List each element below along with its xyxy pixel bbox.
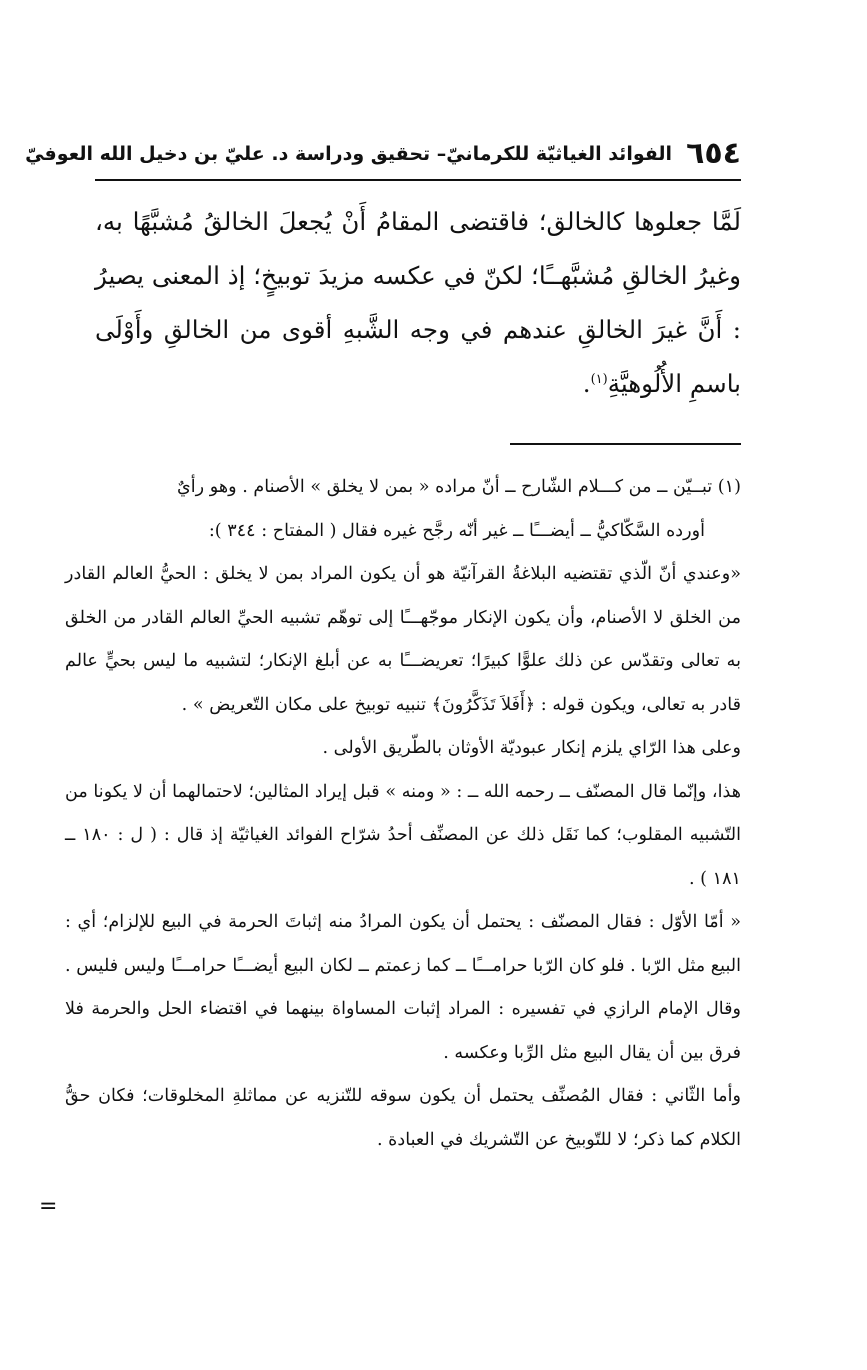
main-text [95, 195, 741, 411]
footnote-quote: «وعندي أنّ الّذي تقتضيه البلاغةُ القرآنيّة هو أن يكون المراد بمن لا يخلق : الحيُّ العالم القادر من الخلق لا الأصنام، وأن يكون الإنكار موجّهـــًا إلى توهّم تشبيه الحيِّ العالم القادر من الخلق به تعالى وتقدّس عن ذلك علوًّا كبيرًا؛ تعريضـــًا به عن أبلغ الإنكار؛ لتشبيه ما ليس بحيٍّ عالم قادر به تعالى، ويكون قوله : ﴿أَفَلاَ تَذَكَّرُونَ﴾ تنبيه توبيخ على مكان التّعريض » . [65, 564, 741, 715]
footnote-line: أورده السَّكّاكيُّ ــ أيضـــًا ــ غير أنّه رجَّح غيره فقال ( المفتاح : ٣٤٤ ): [208, 520, 705, 541]
header-rule [95, 179, 741, 181]
footnote-line: وعلى هذا الرّاي يلزم إنكار عبوديّة الأوثان بالطّريق الأولى . [322, 738, 741, 758]
footnote-reference: (١) [590, 371, 608, 387]
running-title: الفوائد الغياثيّة للكرمانيّ– تحقيق ودراسة د. عليّ بن دخيل الله العوفيّ [25, 143, 673, 165]
main-paragraph [95, 195, 741, 411]
main-end-punctuation: . [582, 369, 591, 398]
footnote-rule [510, 443, 741, 445]
footnote-line: (١) تبــيّن ــ من كـــلام الشّارح ــ أنّ مراده « بمن لا يخلق » الأصنام . وهو رأيٌ [177, 477, 741, 497]
page-number: ٦٥٤ [686, 136, 741, 171]
footnotes [65, 466, 741, 1162]
page-header [25, 132, 741, 176]
footnote-quote: « أمّا الأوّل : فقال المصنّف : يحتمل أن يكون المرادُ منه إثباتَ الحرمة في البيع للإلزام؛ أي : البيع مثل الرّبا . فلو كان الرّبا حرامـــًا ــ كما زعمتم ــ لكان البيع أيضـــًا حرامـــًا وليس فليس . وقال الإمام الرازي في تفسيره : المراد إثبات المساواة بينهما في اقتضاء الحل والحرمة فلا فرق بين أن يقال البيع مثل الرِّبا وعكسه . [65, 912, 741, 1063]
margin-mark: = [39, 1194, 58, 1219]
footnote-paragraph: هذا، وإنّما قال المصنّف ــ رحمه الله ــ : « ومنه » قبل إيراد المثالين؛ لاحتمالهما أن لا يكونا من التّشبيه المقلوب؛ كما نَقَل ذلك عن المصنِّف أحدُ شرّاح الفوائد الغياثيّة إذ قال : ( ل : ١٨٠ ــ ١٨١ ) . [65, 781, 742, 889]
footnote-paragraph: وأما الثّاني : فقال المُصنِّف يحتمل أن يكون سوقه للتّنزيه عن مماثلةِ المخلوقات؛ فكان حقُّ الكلام كما ذكر؛ لا للتّوبيخ عن التّشريك في العبادة . [65, 1086, 741, 1150]
main-paragraph-text: لَمَّا جعلوها كالخالق؛ فاقتضى المقامُ أَنْ يُجعلَ الخالقُ مُشبَّهًا به، وغيرُ الخالقِ مُشبَّهــًا؛ لكنّ في عكسه مزيدَ توبيخٍ؛ إذ المعنى يصيرُ : أَنَّ غيرَ الخالقِ عندهم في وجه الشَّبهِ أقوى من الخالقِ وأَوْلَى باسمِ الأُلُوهيَّةِ [95, 207, 741, 398]
